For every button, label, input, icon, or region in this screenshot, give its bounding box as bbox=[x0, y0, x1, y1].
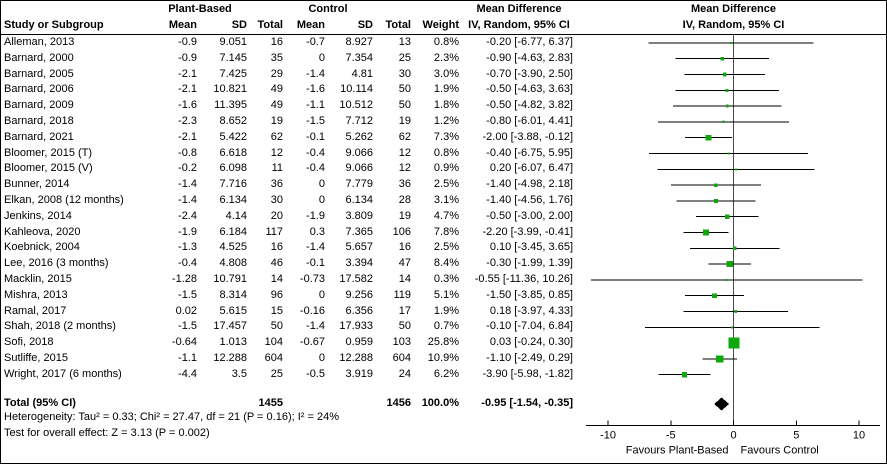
study-name: Wright, 2017 (6 months) bbox=[4, 367, 122, 380]
study-name: Mishra, 2013 bbox=[4, 288, 68, 301]
ctrl-sd: 6.134 bbox=[345, 194, 373, 206]
study-row bbox=[1, 225, 579, 241]
weight: 2.5% bbox=[433, 241, 459, 254]
total-pb-n: 1455 bbox=[258, 397, 283, 409]
study-row bbox=[1, 272, 579, 288]
pb-mean: -2.1 bbox=[178, 67, 197, 80]
total-weight: 100.0% bbox=[421, 397, 459, 409]
ctrl-sd: 17.933 bbox=[339, 320, 373, 333]
pb-mean: -1.5 bbox=[178, 320, 197, 333]
md-ci-text: -0.20 [-6.77, 6.37] bbox=[486, 36, 573, 48]
weight: 0.3% bbox=[433, 273, 459, 285]
pb-mean: 0.02 bbox=[175, 304, 197, 317]
weight: 0.9% bbox=[433, 162, 459, 175]
md-ci-text: -2.20 [-3.99, -0.41] bbox=[482, 225, 573, 238]
ctrl-mean-header: Mean bbox=[296, 19, 325, 31]
ctrl-sd: 0.959 bbox=[345, 336, 373, 349]
ctrl-mean: -1.9 bbox=[306, 209, 325, 222]
pb-sd: 6.184 bbox=[219, 225, 247, 238]
ctrl-mean: -1.4 bbox=[306, 67, 325, 80]
md-ci-text: -2.00 [-3.88, -0.12] bbox=[482, 130, 573, 143]
ctrl-mean: -0.4 bbox=[306, 146, 325, 159]
ctrl-mean: 0 bbox=[318, 288, 325, 301]
pb-total: 30 bbox=[270, 194, 283, 206]
pb-mean: -0.2 bbox=[178, 162, 197, 175]
md-ci-text: 0.03 [-0.24, 0.30] bbox=[489, 336, 573, 349]
effect-square bbox=[712, 293, 717, 298]
study-name: Lee, 2016 (3 months) bbox=[4, 257, 109, 270]
study-row bbox=[1, 177, 579, 193]
x-tick-label: -5 bbox=[665, 429, 676, 442]
pb-total: 16 bbox=[270, 36, 283, 48]
effect-square bbox=[716, 355, 723, 362]
pb-sd: 7.145 bbox=[219, 51, 247, 64]
study-name: Barnard, 2021 bbox=[4, 130, 74, 143]
study-name: Barnard, 2018 bbox=[4, 115, 74, 127]
study-row bbox=[1, 98, 579, 114]
md-ci-text: -1.40 [-4.56, 1.76] bbox=[486, 194, 573, 206]
study-row bbox=[1, 130, 579, 146]
ctrl-sd: 3.919 bbox=[345, 367, 373, 380]
pb-sd: 8.652 bbox=[219, 115, 247, 127]
plot-column-subtitle: IV, Random, 95% CI bbox=[682, 19, 785, 31]
ctrl-mean: -1.6 bbox=[306, 83, 325, 96]
pb-sd: 4.808 bbox=[219, 257, 247, 270]
effect-square bbox=[727, 153, 729, 155]
study-row bbox=[1, 351, 579, 367]
md-ci-text: -0.55 [-11.36, 10.26] bbox=[474, 273, 573, 285]
pb-total: 49 bbox=[270, 83, 283, 96]
ctrl-sd: 5.657 bbox=[345, 241, 373, 254]
ctrl-total: 106 bbox=[392, 225, 411, 238]
pb-mean: -0.64 bbox=[171, 336, 197, 349]
ctrl-sd: 10.512 bbox=[339, 99, 373, 112]
study-name: Barnard, 2000 bbox=[4, 51, 74, 64]
study-name: Bloomer, 2015 (T) bbox=[4, 146, 93, 159]
study-row bbox=[1, 51, 579, 67]
ctrl-sd: 7.779 bbox=[345, 178, 373, 191]
ctrl-mean: 0 bbox=[318, 178, 325, 191]
ctrl-sd: 7.365 bbox=[345, 225, 373, 238]
pb-mean: -1.1 bbox=[178, 352, 197, 364]
ctrl-mean: -0.1 bbox=[306, 257, 325, 270]
pb-total: 12 bbox=[270, 146, 283, 159]
study-row bbox=[1, 367, 579, 383]
study-row bbox=[1, 193, 579, 209]
pb-mean: -4.4 bbox=[178, 367, 197, 380]
forest-plot bbox=[579, 1, 887, 464]
ctrl-mean: -0.73 bbox=[299, 273, 325, 285]
plot-column-title: Mean Difference bbox=[691, 3, 776, 15]
ctrl-sd: 17.582 bbox=[339, 273, 373, 285]
study-name: Barnard, 2009 bbox=[4, 99, 74, 112]
ctrl-sd: 5.262 bbox=[345, 130, 373, 143]
effect-square bbox=[725, 214, 730, 219]
ctrl-mean: -0.7 bbox=[306, 36, 325, 48]
effect-square bbox=[722, 121, 724, 123]
pb-total: 20 bbox=[270, 209, 283, 222]
ctrl-total: 30 bbox=[398, 67, 411, 80]
ctrl-mean: -1.1 bbox=[306, 99, 325, 112]
effect-square bbox=[714, 183, 717, 186]
ctrl-sd: 7.712 bbox=[345, 115, 373, 127]
pb-sd: 6.134 bbox=[219, 194, 247, 206]
md-ci-text: -0.50 [-4.63, 3.63] bbox=[486, 83, 573, 96]
weight: 3.1% bbox=[433, 194, 459, 206]
study-row bbox=[1, 82, 579, 98]
ctrl-sd: 6.356 bbox=[345, 304, 373, 317]
md-ci-text: -1.40 [-4.98, 2.18] bbox=[486, 178, 573, 191]
pb-total: 25 bbox=[270, 367, 283, 380]
study-row bbox=[1, 240, 579, 256]
study-name: Shah, 2018 (2 months) bbox=[4, 320, 116, 333]
study-row bbox=[1, 288, 579, 304]
study-name: Kahleova, 2020 bbox=[4, 225, 81, 238]
pb-sd: 5.422 bbox=[219, 130, 247, 143]
group-header-plant-based: Plant-Based bbox=[168, 3, 232, 15]
md-ci-text: -0.40 [-6.75, 5.95] bbox=[486, 146, 573, 159]
pb-mean: -0.9 bbox=[178, 51, 197, 64]
study-row bbox=[1, 256, 579, 272]
study-name: Sofi, 2018 bbox=[4, 336, 54, 349]
ctrl-total: 103 bbox=[392, 336, 411, 349]
ctrl-sd-header: SD bbox=[357, 19, 373, 31]
study-row bbox=[1, 67, 579, 83]
pb-total: 50 bbox=[270, 320, 283, 333]
pb-sd: 3.5 bbox=[231, 367, 247, 380]
pb-total: 96 bbox=[270, 288, 283, 301]
md-ci-text: -1.10 [-2.49, 0.29] bbox=[486, 352, 573, 364]
pb-total: 604 bbox=[264, 352, 283, 364]
weight: 1.9% bbox=[433, 83, 459, 96]
pb-total: 11 bbox=[271, 162, 283, 175]
total-row bbox=[1, 396, 579, 412]
pb-total: 62 bbox=[270, 130, 283, 143]
study-row bbox=[1, 304, 579, 320]
effect-square bbox=[721, 57, 724, 60]
ctrl-sd: 4.81 bbox=[351, 67, 373, 80]
ctrl-total: 604 bbox=[392, 352, 411, 364]
pb-sd: 10.791 bbox=[213, 273, 247, 285]
ctrl-mean: -0.1 bbox=[306, 130, 325, 143]
ctrl-sd: 12.288 bbox=[339, 352, 373, 364]
ctrl-total: 50 bbox=[398, 320, 411, 333]
study-name: Barnard, 2005 bbox=[4, 67, 74, 80]
pb-mean-header: Mean bbox=[168, 19, 197, 31]
weight: 1.9% bbox=[433, 304, 459, 317]
pb-total: 117 bbox=[265, 225, 283, 238]
pb-sd: 10.821 bbox=[213, 83, 247, 96]
pb-total: 15 bbox=[270, 304, 283, 317]
weight: 10.9% bbox=[427, 352, 459, 364]
weight: 0.7% bbox=[433, 320, 459, 333]
pb-mean: -1.6 bbox=[178, 99, 197, 112]
pb-mean: -0.8 bbox=[178, 146, 197, 159]
ctrl-mean: 0 bbox=[318, 194, 325, 206]
ctrl-total: 12 bbox=[398, 162, 411, 175]
md-ci-text: -0.50 [-3.00, 2.00] bbox=[486, 209, 573, 222]
weight: 2.5% bbox=[433, 178, 459, 191]
x-tick-label: -10 bbox=[600, 429, 616, 442]
effect-square bbox=[703, 229, 709, 235]
effect-square bbox=[723, 73, 727, 77]
overall-effect-test: Test for overall effect: Z = 3.13 (P = 0.002) bbox=[4, 427, 210, 439]
pb-mean: -1.28 bbox=[171, 273, 197, 285]
pb-mean: -2.3 bbox=[178, 115, 197, 127]
weight: 2.3% bbox=[433, 51, 459, 64]
total-md-ci-text: -0.95 [-1.54, -0.35] bbox=[481, 397, 573, 409]
weight-column-header: Weight bbox=[422, 19, 459, 31]
pb-sd: 9.051 bbox=[219, 36, 247, 48]
pb-total: 46 bbox=[270, 257, 283, 270]
weight: 4.7% bbox=[433, 209, 459, 222]
md-column-subtitle: IV, Random, 95% CI bbox=[468, 19, 570, 31]
pb-mean: -0.4 bbox=[178, 257, 197, 270]
pb-sd: 12.288 bbox=[213, 352, 247, 364]
ctrl-sd: 9.066 bbox=[345, 146, 373, 159]
ctrl-sd: 3.394 bbox=[345, 257, 373, 270]
study-name: Sutliffe, 2015 bbox=[4, 352, 69, 364]
effect-square bbox=[726, 105, 729, 108]
effect-square bbox=[705, 135, 711, 141]
study-name: Macklin, 2015 bbox=[4, 273, 72, 285]
effect-square bbox=[731, 326, 733, 328]
pb-total: 29 bbox=[270, 67, 283, 80]
pb-total-header: Total bbox=[257, 19, 283, 31]
study-name: Jenkins, 2014 bbox=[4, 209, 72, 222]
ctrl-mean: 0 bbox=[318, 51, 325, 64]
weight: 5.1% bbox=[433, 288, 459, 301]
pb-sd: 11.395 bbox=[214, 99, 247, 112]
md-ci-text: -0.90 [-4.63, 2.83] bbox=[486, 51, 573, 64]
pb-mean: -2.1 bbox=[178, 83, 197, 96]
pb-mean: -1.9 bbox=[178, 225, 197, 238]
effect-square bbox=[682, 372, 687, 377]
ctrl-total: 13 bbox=[398, 36, 411, 48]
ctrl-total: 119 bbox=[393, 288, 411, 301]
group-header-control: Control bbox=[308, 3, 348, 15]
pb-mean: -1.4 bbox=[178, 178, 197, 191]
weight: 1.2% bbox=[433, 115, 459, 127]
pb-sd: 1.013 bbox=[219, 336, 247, 349]
ctrl-mean: -0.67 bbox=[299, 336, 325, 349]
ctrl-sd: 10.114 bbox=[340, 83, 373, 96]
ctrl-total: 24 bbox=[398, 367, 411, 380]
study-row bbox=[1, 209, 579, 225]
ctrl-sd: 7.354 bbox=[345, 51, 373, 64]
ctrl-total: 19 bbox=[398, 115, 411, 127]
x-tick-label: 10 bbox=[852, 429, 866, 442]
study-row bbox=[1, 161, 579, 177]
study-name: Koebnick, 2004 bbox=[4, 241, 80, 254]
ctrl-mean: 0.3 bbox=[309, 225, 325, 238]
study-row bbox=[1, 319, 579, 335]
study-row bbox=[1, 335, 579, 351]
pb-sd: 7.716 bbox=[219, 178, 247, 191]
heterogeneity-stats: Heterogeneity: Tau² = 0.33; Chi² = 27.47, df = 21 (P = 0.16); I² = 24% bbox=[4, 411, 339, 423]
pb-sd: 4.14 bbox=[225, 209, 247, 222]
pb-total: 36 bbox=[270, 178, 283, 191]
pb-total: 49 bbox=[270, 99, 283, 112]
md-ci-text: -0.30 [-1.99, 1.39] bbox=[486, 257, 573, 270]
study-name: Barnard, 2006 bbox=[4, 83, 74, 96]
ctrl-total: 28 bbox=[398, 194, 411, 206]
study-name: Bunner, 2014 bbox=[4, 178, 70, 191]
md-ci-text: 0.10 [-3.45, 3.65] bbox=[489, 241, 573, 254]
ctrl-total: 16 bbox=[398, 241, 411, 254]
ctrl-sd: 9.256 bbox=[345, 288, 373, 301]
pb-total: 35 bbox=[270, 51, 283, 64]
ctrl-mean: -0.4 bbox=[306, 162, 325, 175]
pb-sd: 5.615 bbox=[219, 304, 247, 317]
x-tick-label: 5 bbox=[793, 429, 800, 442]
pb-mean: -0.9 bbox=[178, 36, 197, 48]
effect-square bbox=[714, 199, 718, 203]
md-ci-text: -0.80 [-6.01, 4.41] bbox=[486, 115, 573, 127]
md-ci-text: -3.90 [-5.98, -1.82] bbox=[482, 367, 573, 380]
weight: 0.8% bbox=[433, 146, 459, 159]
effect-square bbox=[734, 310, 737, 313]
md-ci-text: -0.50 [-4.82, 3.82] bbox=[486, 99, 573, 112]
weight: 7.3% bbox=[433, 130, 459, 143]
study-column-header: Study or Subgroup bbox=[4, 19, 104, 31]
weight: 8.4% bbox=[433, 257, 459, 270]
ctrl-total: 12 bbox=[398, 146, 411, 159]
md-ci-text: 0.18 [-3.97, 4.33] bbox=[489, 304, 573, 317]
weight: 7.8% bbox=[433, 225, 459, 238]
study-name: Alleman, 2013 bbox=[4, 36, 75, 48]
effect-square bbox=[730, 42, 732, 44]
ctrl-total: 47 bbox=[398, 257, 411, 270]
pb-total: 14 bbox=[270, 273, 283, 285]
pb-sd-header: SD bbox=[231, 19, 247, 31]
pb-total: 16 bbox=[270, 241, 283, 254]
effect-square bbox=[727, 261, 733, 267]
study-rows bbox=[1, 35, 579, 383]
ctrl-sd: 9.066 bbox=[345, 162, 373, 175]
study-row bbox=[1, 146, 579, 162]
ctrl-total-header: Total bbox=[385, 19, 411, 31]
effect-square bbox=[733, 247, 736, 250]
pb-sd: 6.098 bbox=[219, 162, 247, 175]
pb-mean: -1.4 bbox=[178, 194, 197, 206]
pb-mean: -1.3 bbox=[178, 241, 197, 254]
pb-mean: -2.4 bbox=[178, 209, 197, 222]
weight: 25.8% bbox=[427, 336, 459, 349]
effect-square bbox=[735, 168, 737, 170]
study-name: Bloomer, 2015 (V) bbox=[4, 162, 93, 175]
favours-right-label: Favours Control bbox=[740, 444, 819, 457]
md-ci-text: -0.70 [-3.90, 2.50] bbox=[486, 67, 573, 80]
ctrl-total: 62 bbox=[398, 130, 411, 143]
pb-sd: 7.425 bbox=[219, 67, 247, 80]
pb-total: 104 bbox=[264, 336, 283, 349]
ctrl-sd: 8.927 bbox=[345, 36, 373, 48]
weight: 1.8% bbox=[433, 99, 459, 112]
md-ci-text: -1.50 [-3.85, 0.85] bbox=[486, 288, 573, 301]
ctrl-total: 14 bbox=[398, 273, 411, 285]
ctrl-total: 17 bbox=[398, 304, 411, 317]
weight: 6.2% bbox=[433, 367, 459, 380]
total-label: Total (95% CI) bbox=[4, 397, 76, 409]
study-row bbox=[1, 114, 579, 130]
ctrl-total: 19 bbox=[398, 209, 411, 222]
total-ctrl-n: 1456 bbox=[386, 397, 411, 409]
ctrl-mean: -1.5 bbox=[306, 115, 325, 127]
md-ci-text: 0.20 [-6.07, 6.47] bbox=[489, 162, 573, 175]
ctrl-mean: 0 bbox=[318, 352, 325, 364]
effect-square bbox=[726, 279, 728, 281]
study-row bbox=[1, 35, 579, 51]
ctrl-total: 25 bbox=[398, 51, 411, 64]
ctrl-mean: -1.4 bbox=[306, 241, 325, 254]
ctrl-mean: -0.5 bbox=[306, 367, 325, 380]
ctrl-mean: -0.16 bbox=[299, 304, 325, 317]
pb-total: 19 bbox=[270, 115, 283, 127]
ctrl-total: 50 bbox=[398, 99, 411, 112]
weight: 3.0% bbox=[433, 67, 459, 80]
pooled-diamond bbox=[714, 398, 729, 411]
md-column-title: Mean Difference bbox=[476, 3, 562, 15]
pb-sd: 4.525 bbox=[219, 241, 247, 254]
weight: 0.8% bbox=[433, 36, 459, 48]
effect-square bbox=[728, 338, 739, 349]
md-ci-text: -0.10 [-7.04, 6.84] bbox=[486, 320, 573, 333]
favours-left-label: Favours Plant-Based bbox=[625, 444, 729, 457]
pb-sd: 8.314 bbox=[219, 288, 247, 301]
x-tick-label: 0 bbox=[730, 429, 737, 442]
study-name: Elkan, 2008 (12 months) bbox=[4, 194, 124, 206]
ctrl-mean: -1.4 bbox=[306, 320, 325, 333]
study-name: Ramal, 2017 bbox=[4, 304, 67, 317]
pb-mean: -1.5 bbox=[178, 288, 197, 301]
pb-mean: -2.1 bbox=[178, 130, 197, 143]
ctrl-sd: 3.809 bbox=[345, 209, 373, 222]
pb-sd: 6.618 bbox=[219, 146, 247, 159]
ctrl-total: 50 bbox=[398, 83, 411, 96]
ctrl-total: 36 bbox=[398, 178, 411, 191]
effect-square bbox=[726, 89, 729, 92]
pb-sd: 17.457 bbox=[213, 320, 247, 333]
